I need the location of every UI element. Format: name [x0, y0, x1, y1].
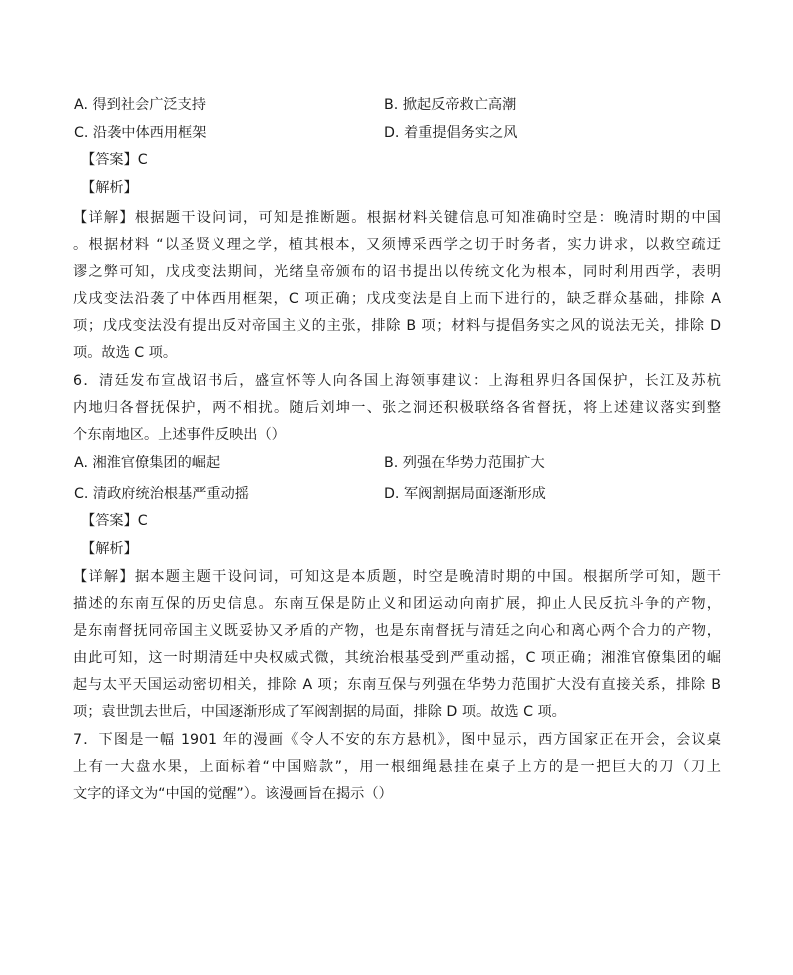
q5-detail-line-4: 戊戌变法沿袭了中体西用框架，C 项正确；戊戌变法是自上而下进行的，缺乏群众基础，排除 A: [73, 291, 721, 307]
q7-stem-line-2: 上有一大盘水果，上面标着“中国赔款”，用一根细绳悬挂在桌子上方的是一把巨大的刀（刀上: [73, 759, 721, 775]
q6-stem-line-2: 内地归各督抚保护，两不相扰。随后刘坤一、张之洞还积极联络各省督抚，将上述建议落实到整: [73, 400, 721, 416]
q5-option-d: D. 着重提倡务实之风: [384, 125, 518, 141]
q6-detail-line-5: 起与太平天国运动密切相关，排除 A 项；东南互保与列强在华势力范围扩大没有直接关系，排除 B: [73, 677, 721, 693]
q6-answer: 【答案】C: [81, 513, 148, 529]
q6-analysis-heading: 【解析】: [81, 541, 138, 557]
q6-stem-line-1: 6．清廷发布宣战诏书后，盛宣怀等人向各国上海领事建议：上海租界归各国保护，长江及苏杭: [73, 373, 721, 389]
q5-detail-line-5: 项；戊戌变法没有提出反对帝国主义的主张，排除 B 项；材料与提倡务实之风的说法无关，排除 D: [73, 318, 721, 334]
q5-detail-line-6: 项。故选 C 项。: [73, 345, 178, 361]
q7-stem-line-3: 文字的译文为“中国的觉醒”）。该漫画旨在揭示（）: [73, 786, 393, 802]
q6-detail-line-1: 【详解】据本题主题干设问词，可知这是本质题，时空是晚清时期的中国。根据所学可知，题干: [73, 569, 721, 585]
q6-option-c: C. 清政府统治根基严重动摇: [74, 486, 249, 502]
q5-option-a: A. 得到社会广泛支持: [74, 97, 206, 113]
q5-detail-line-2: 。根据材料 “以圣贤义理之学，植其根本，又须博采西学之切于时务者，实力讲求，以救空疏迂: [73, 237, 721, 253]
q6-detail-line-2: 描述的东南互保的历史信息。东南互保是防止义和团运动向南扩展，抑止人民反抗斗争的产物，: [73, 596, 721, 612]
q5-answer: 【答案】C: [81, 152, 148, 168]
q5-detail-line-1: 【详解】根据题干设问词，可知是推断题。根据材料关键信息可知准确时空是：晚清时期的中国: [73, 210, 721, 226]
q5-analysis-heading: 【解析】: [81, 180, 138, 196]
q5-option-b: B. 掀起反帝救亡高潮: [384, 97, 517, 113]
q6-option-a: A. 湘淮官僚集团的崛起: [74, 455, 221, 471]
q7-stem-line-1: 7．下图是一幅 1901 年的漫画《令人不安的东方悬机》，图中显示，西方国家正在开会，会议桌: [73, 732, 721, 748]
q6-option-b: B. 列强在华势力范围扩大: [384, 455, 545, 471]
q6-detail-line-4: 由此可知，这一时期清廷中央权威式微，其统治根基受到严重动摇，C 项正确；湘淮官僚集团的崛: [73, 650, 721, 666]
q6-stem-line-3: 个东南地区。上述事件反映出（）: [73, 427, 286, 443]
q5-detail-line-3: 谬之弊可知，戊戌变法期间，光绪皇帝颁布的诏书提出以传统文化为根本，同时利用西学，表明: [73, 264, 721, 280]
q6-detail-line-3: 是东南督抚同帝国主义既妥协又矛盾的产物，也是东南督抚与清廷之向心和离心两个合力的产物，: [73, 623, 721, 639]
q5-option-c: C. 沿袭中体西用框架: [74, 125, 207, 141]
q6-option-d: D. 军阀割据局面逐渐形成: [384, 486, 546, 502]
q6-detail-line-6: 项；袁世凯去世后，中国逐渐形成了军阀割据的局面，排除 D 项。故选 C 项。: [73, 704, 566, 720]
